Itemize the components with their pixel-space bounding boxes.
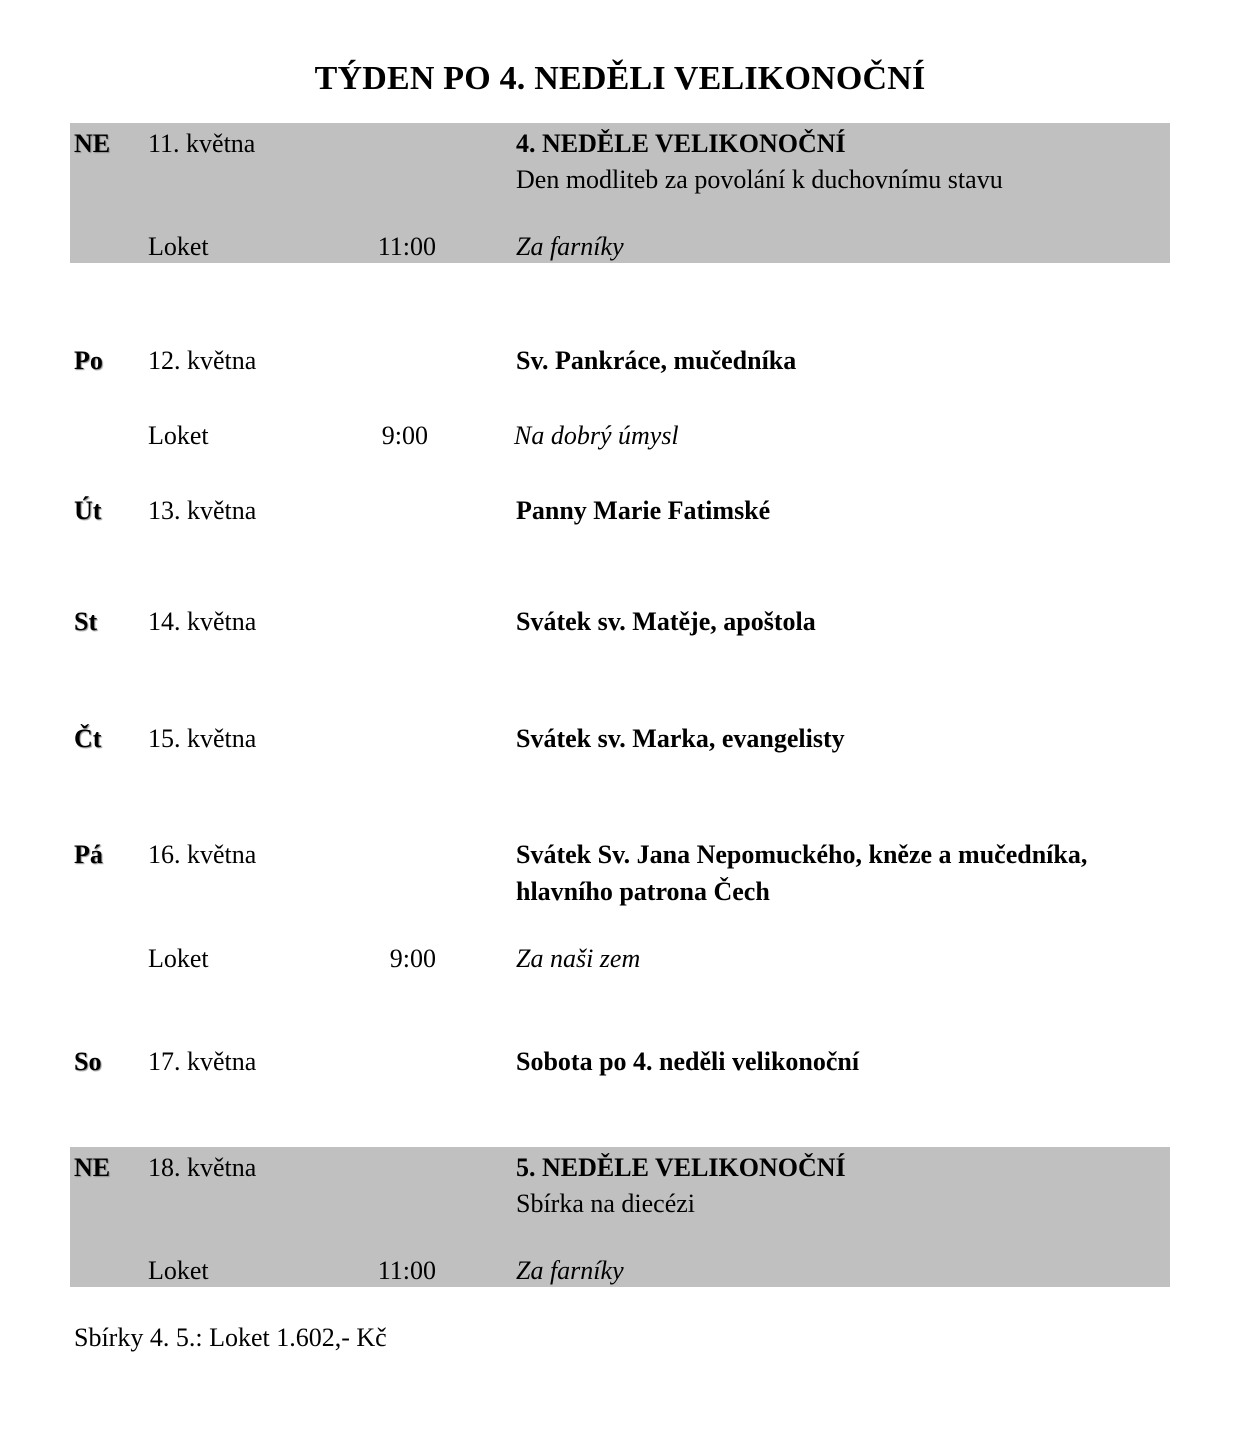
feast-title: Sobota po 4. neděli velikonoční: [516, 1047, 860, 1076]
day-label: NE: [74, 129, 111, 158]
collections-note: Sbírky 4. 5.: Loket 1.602,- Kč: [74, 1323, 387, 1352]
feast-title: Svátek sv. Marka, evangelisty: [516, 724, 845, 753]
feast-title-continued: hlavního patrona Čech: [516, 877, 770, 906]
date: 12. května: [148, 346, 257, 375]
mass-intention: Za farníky: [516, 1256, 624, 1285]
mass-intention: Na dobrý úmysl: [514, 421, 679, 450]
mass-time: 9:00: [389, 944, 436, 973]
date: 16. května: [148, 840, 257, 869]
day-label: Po: [74, 346, 103, 375]
mass-place: Loket: [148, 944, 209, 973]
day-label: Pá: [74, 840, 103, 869]
feast-title: 4. NEDĚLE VELIKONOČNÍ: [516, 129, 846, 158]
day-label: St: [74, 607, 98, 636]
date: 18. května: [148, 1153, 257, 1182]
feast-title: Sv. Pankráce, mučedníka: [516, 346, 797, 375]
date: 13. května: [148, 496, 257, 525]
feast-note: Den modliteb za povolání k duchovnímu stavu: [516, 165, 1003, 194]
feast-note: Sbírka na diecézi: [516, 1189, 696, 1218]
feast-title: Svátek Sv. Jana Nepomuckého, kněze a mučedníka,: [516, 840, 1088, 869]
mass-time: 9:00: [381, 421, 428, 450]
day-label: Čt: [74, 724, 102, 753]
mass-place: Loket: [148, 232, 209, 261]
mass-intention: Za farníky: [516, 232, 624, 261]
day-label: NE: [74, 1153, 111, 1182]
day-label: So: [74, 1047, 102, 1076]
feast-title: Panny Marie Fatimské: [516, 496, 771, 525]
page-title: TÝDEN PO 4. NEDĚLI VELIKONOČNÍ: [314, 60, 926, 97]
mass-place: Loket: [148, 421, 209, 450]
mass-intention: Za naši zem: [516, 944, 641, 973]
feast-title: 5. NEDĚLE VELIKONOČNÍ: [516, 1153, 846, 1182]
mass-time: 11:00: [377, 232, 436, 261]
mass-place: Loket: [148, 1256, 209, 1285]
feast-title: Svátek sv. Matěje, apoštola: [516, 607, 816, 636]
date: 17. května: [148, 1047, 257, 1076]
date: 14. května: [148, 607, 257, 636]
date: 15. května: [148, 724, 257, 753]
date: 11. května: [148, 129, 256, 158]
mass-time: 11:00: [377, 1256, 436, 1285]
day-label: Út: [74, 496, 102, 525]
